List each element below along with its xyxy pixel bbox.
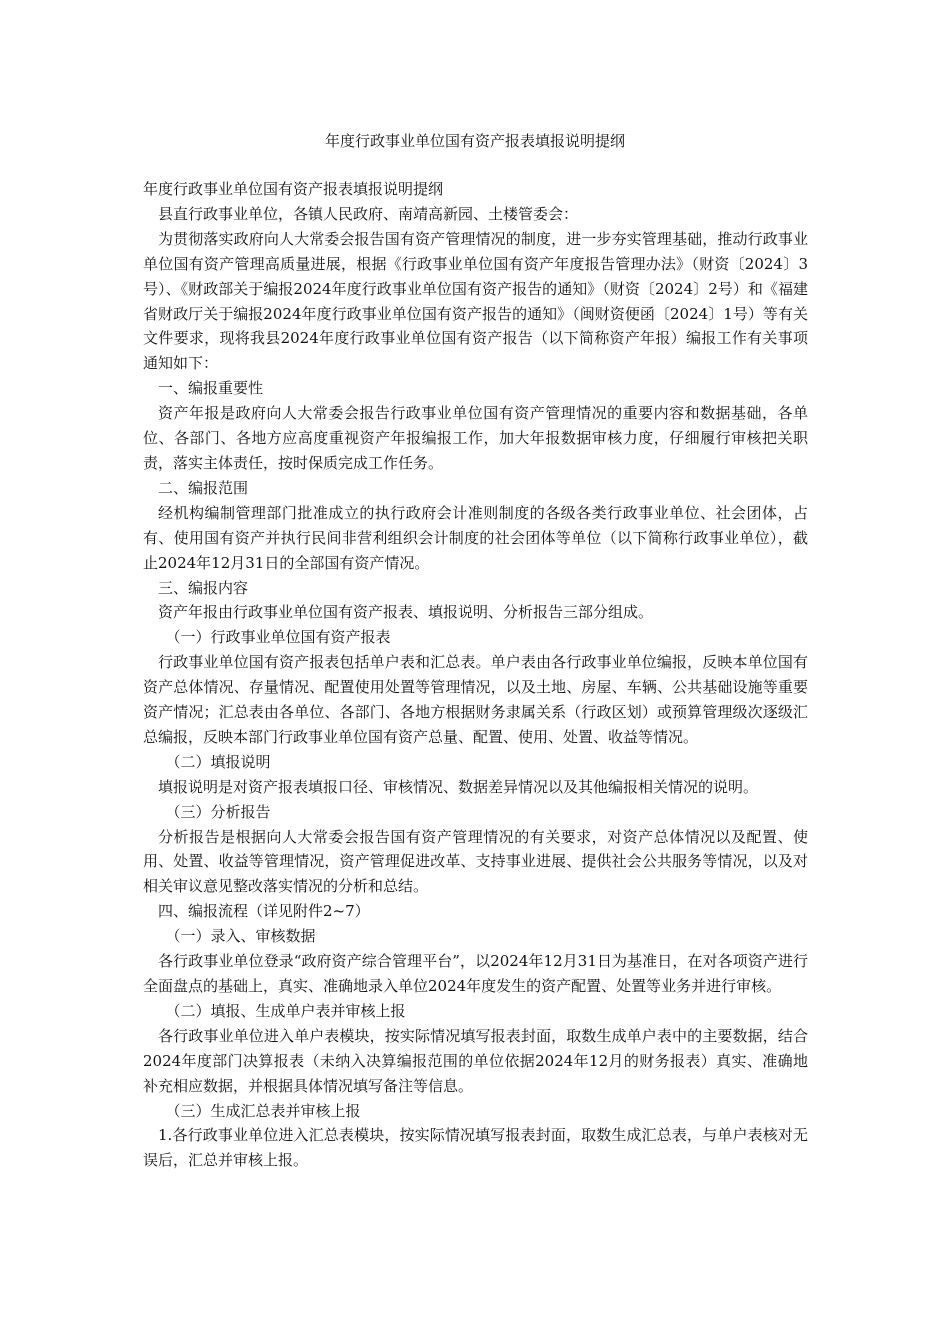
salutation: 县直行政事业单位，各镇人民政府、南靖高新园、土楼管委会： (158, 204, 579, 223)
section-heading-1: 一、编报重要性 (158, 379, 264, 398)
subsection-3-3-paragraph: 分析报告是根据向人大常委会报告国有资产管理情况的有关要求，对资产总体情况以及配置、使用、处置、收益等管理情况，资产管理促进改革、支持事业进展、提供社会公共服务等情况，以及对相关审议意见整改落实情况的分析和总结。 (143, 827, 808, 896)
subsection-3-1-paragraph: 行政事业单位国有资产报表包括单户表和汇总表。单户表由各行政事业单位编报，反映本单位国有资产总体情况、存量情况、配置使用处置等管理情况，以及土地、房屋、车辆、公共基础设施等重要资产情况；汇总表由各单位、各部门、各地方根据财务隶属关系（行政区划）或预算管理级次逐级汇总编报，反映本部门行政事业单位国有资产总量、配置、使用、处置、收益等情况。 (143, 653, 808, 746)
body-title-line: 年度行政事业单位国有资产报表填报说明提纲 (143, 180, 444, 198)
subsection-heading-4-3: （三）生成汇总表并审核上报 (165, 1101, 361, 1120)
section-heading-2: 二、编报范围 (158, 478, 249, 497)
section-heading-3: 三、编报内容 (158, 578, 249, 597)
section-3-paragraph: 资产年报由行政事业单位国有资产报表、填报说明、分析报告三部分组成。 (158, 603, 654, 622)
subsection-4-3-paragraph: 1.各行政事业单位进入汇总表模块，按实际情况填写报表封面，取数生成汇总表，与单户表核对无误后，汇总并审核上报。 (143, 1126, 808, 1170)
document-body (143, 177, 808, 1173)
subsection-heading-3-2: （二）填报说明 (165, 752, 271, 771)
subsection-3-2-paragraph: 填报说明是对资产报表填报口径、审核情况、数据差异情况以及其他编报相关情况的说明。 (158, 777, 759, 796)
subsection-4-2-paragraph: 各行政事业单位进入单户表模块，按实际情况填写报表封面，取数生成单户表中的主要数据，结合2024年度部门决算报表（未纳入决算编报范围的单位依据2024年12月的财务报表）真实、准确地补充相应数据，并根据具体情况填写备注等信息。 (143, 1026, 808, 1095)
section-2-paragraph: 经机构编制管理部门批准成立的执行政府会计准则制度的各级各类行政事业单位、社会团体，占有、使用国有资产并执行民间非营利组织会计制度的社会团体等单位（以下简称行政事业单位），截止2024年12月31日的全部国有资产情况。 (143, 503, 808, 572)
subsection-heading-4-2: （二）填报、生成单户表并审核上报 (165, 1001, 406, 1020)
intro-paragraph: 为贯彻落实政府向人大常委会报告国有资产管理情况的制度，进一步夯实管理基础，推动行政事业单位国有资产管理高质量进展，根据《行政事业单位国有资产年度报告管理办法》（财资〔2024〕3号）、《财政部关于编报2024年度行政事业单位国有资产报告的通知》（财资〔2024〕2号）和《福建省财政厅关于编报2024年度行政事业单位国有资产报告的通知》（闽财资便函〔2024〕1号）等有关文件要求，现将我县2024年度行政事业单位国有资产报告（以下简称资产年报）编报工作有关事项通知如下： (143, 229, 808, 373)
section-1-paragraph: 资产年报是政府向人大常委会报告行政事业单位国有资产管理情况的重要内容和数据基础，各单位、各部门、各地方应高度重视资产年报编报工作，加大年报数据审核力度，仔细履行审核把关职责，落实主体责任，按时保质完成工作任务。 (143, 404, 808, 472)
document-title: 年度行政事业单位国有资产报表填报说明提纲 (324, 132, 625, 150)
subsection-heading-3-1: （一）行政事业单位国有资产报表 (165, 628, 391, 647)
section-heading-4: 四、编报流程（详见附件2~7） (158, 902, 370, 921)
subsection-heading-3-3: （三）分析报告 (165, 802, 271, 821)
subsection-4-1-paragraph: 各行政事业单位登录“政府资产综合管理平台”，以2024年12月31日为基准日，在对各项资产进行全面盘点的基础上，真实、准确地录入单位2024年度发生的资产配置、处置等业务并进行审核。 (143, 952, 808, 995)
subsection-heading-4-1: （一）录入、审核数据 (165, 927, 316, 946)
